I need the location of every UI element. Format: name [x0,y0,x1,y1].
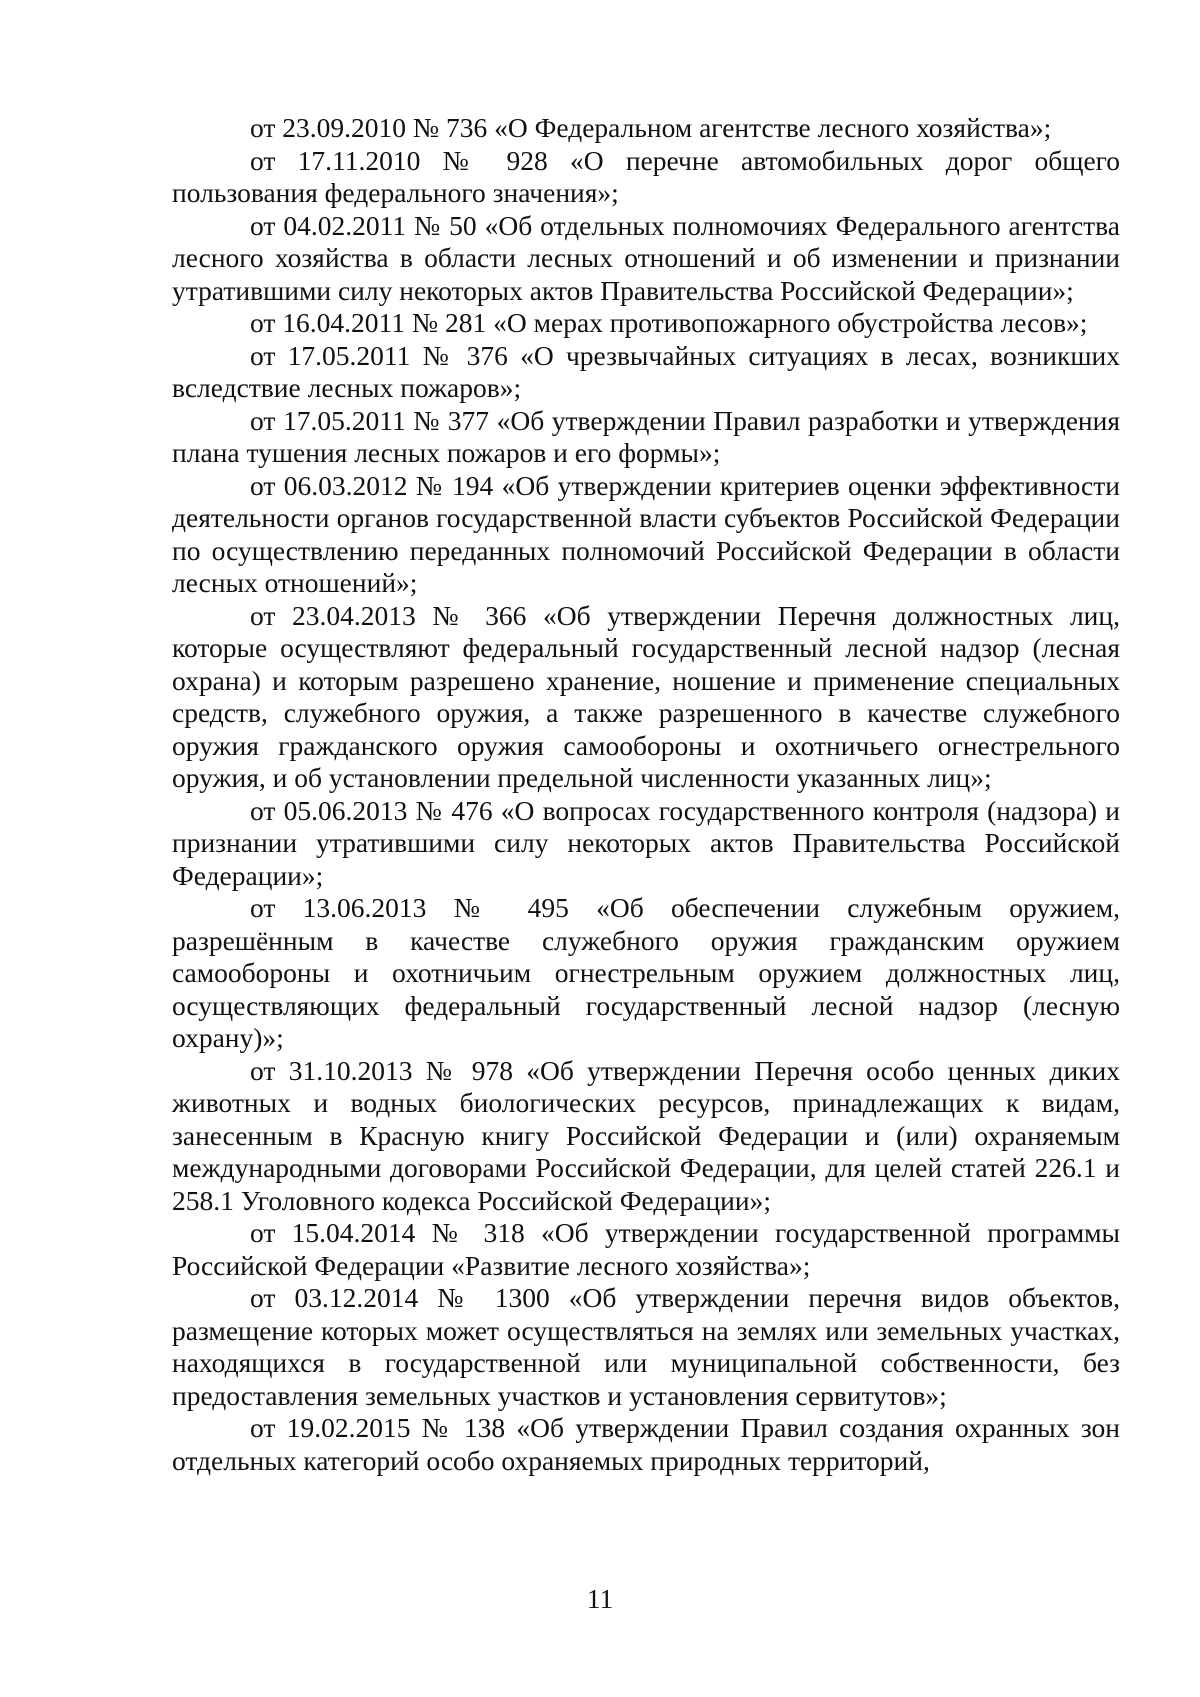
paragraph-decree-366: от 23.04.2013 № 366 «Об утверждении Перечня должностных лиц, которые осуществляют федеральный государственный лесной надзор (лесная охрана) и которым разрешено хранение, ношение и применение специальных средств, служебного оружия, а также разрешенного в качестве служебного оружия гражданского оружия самообороны и охотничьего огнестрельного оружия, и об установлении предельной численности указанных лиц»; [172,599,1120,793]
paragraph-decree-377: от 17.05.2011 № 377 «Об утверждении Правил разработки и утверждения плана тушения лесных пожаров и его формы»; [172,404,1120,468]
paragraph-decree-1300: от 03.12.2014 № 1300 «Об утверждении перечня видов объектов, размещение которых может осуществляться на землях или земельных участках, находящихся в государственной или муниципальной собственности, без предоставления земельных участков и установления сервитутов»; [172,1282,1120,1411]
paragraph-decree-928: от 17.11.2010 № 928 «О перечне автомобильных дорог общего пользования федерального значения»; [172,144,1120,208]
paragraph-decree-318: от 15.04.2014 № 318 «Об утверждении государственной программы Российской Федерации «Развитие лесного хозяйства»; [172,1217,1120,1281]
paragraph-decree-495: от 13.06.2013 № 495 «Об обеспечении служебным оружием, разрешённым в качестве служебного оружия гражданским оружием самообороны и охотничьим огнестрельным оружием должностных лиц, осуществляющих федеральный государственный лесной надзор (лесную охрану)»; [172,892,1120,1053]
page-number: 11 [586,1583,614,1614]
paragraph-decree-376: от 17.05.2011 № 376 «О чрезвычайных ситуациях в лесах, возникших вследствие лесных пожаров»; [172,339,1120,403]
paragraph-decree-736: от 23.09.2010 № 736 «О Федеральном агентстве лесного хозяйства»; [250,112,1052,143]
paragraph-decree-978: от 31.10.2013 № 978 «Об утверждении Перечня особо ценных диких животных и водных биологических ресурсов, принадлежащих к видам, занесенным в Красную книгу Российской Федерации и (или) охраняемым международными договорами Российской Федерации, для целей статей 226.1 и 258.1 Уголовного кодекса Российской Федерации»; [172,1054,1120,1216]
document-body [172,112,1120,1477]
paragraph-decree-138: от 19.02.2015 № 138 «Об утверждении Правил создания охранных зон отдельных категорий особо охраняемых природных территорий, [172,1412,1120,1476]
paragraph-decree-50: от 04.02.2011 № 50 «Об отдельных полномочиях Федерального агентства лесного хозяйства в области лесных отношений и об изменении и признании утратившими силу некоторых актов Правительства Российской Федерации»; [172,209,1120,306]
paragraph-decree-194: от 06.03.2012 № 194 «Об утверждении критериев оценки эффективности деятельности органов государственной власти субъектов Российской Федерации по осуществлению переданных полномочий Российской Федерации в области лесных отношений»; [172,469,1120,598]
paragraph-decree-476: от 05.06.2013 № 476 «О вопросах государственного контроля (надзора) и признании утратившими силу некоторых актов Правительства Российской Федерации»; [172,794,1120,891]
paragraph-decree-281: от 16.04.2011 № 281 «О мерах противопожарного обустройства лесов»; [250,307,1088,338]
